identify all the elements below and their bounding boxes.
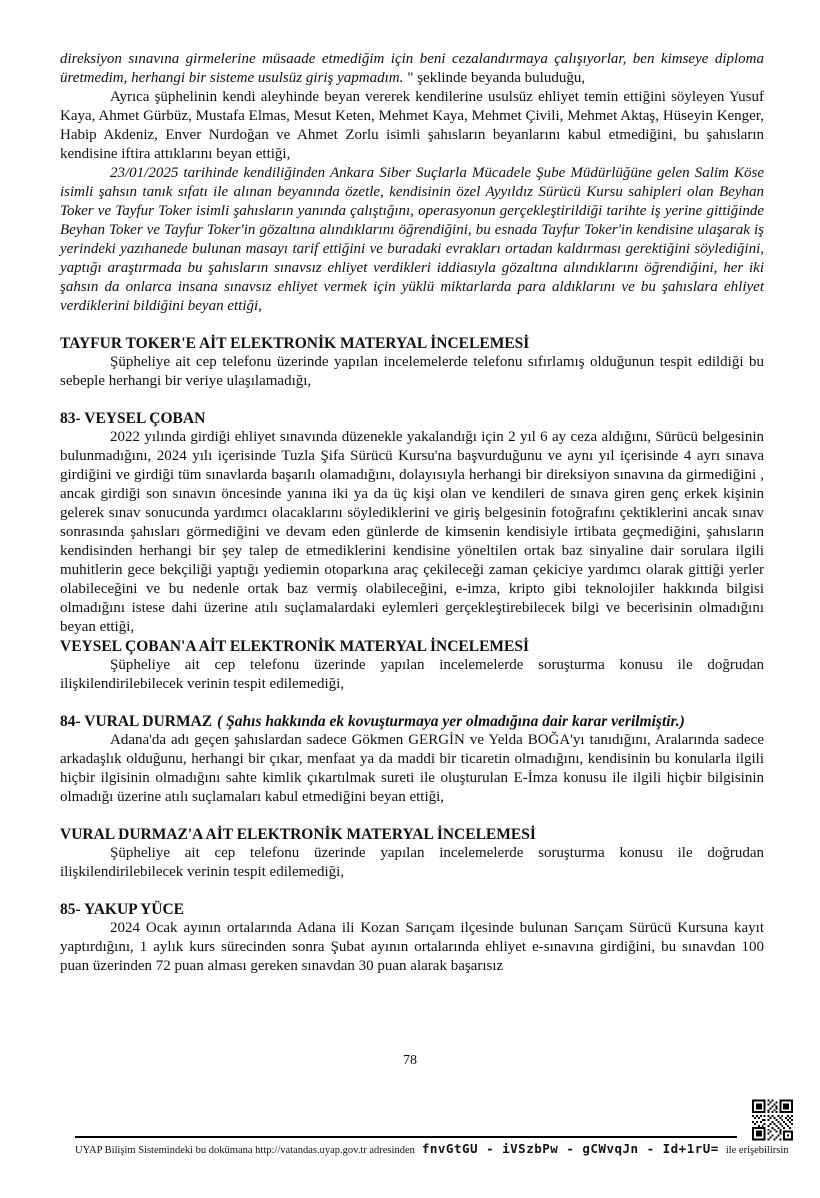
section-heading-tayfur-toker-exam: TAYFUR TOKER'E AİT ELEKTRONİK MATERYAL İNCELEMESİ xyxy=(60,335,530,352)
paragraph-83-veysel-coban: 2022 yılında girdiği ehliyet sınavında düzenekle yakalandığı için 2 yıl 6 ay ceza aldığını, Sürücü belgesinin bulunmadığını, 2024 yılı içerisinde Tuzla Şifa Sürücü Kursu'na başvurduğunu ve aynı yıl içerisinde 4 ayrı sınava girdiğini ve girdiği tüm sınavlarda başarılı olamadığını, dolayısıyla herhangi bir direksiyon sınavına da girmediğini , ancak girdiği son sınavın öncesinde yanına iki ya da üç kişi olan ve kendileri de sınava giren genç erkek kişinin gelerek sınav sonucunda yardımcı olacaklarını söylediklerini ve giriş belgesinin fotoğrafını çektiklerini ancak sınav sonrasında şahısları görmediğini ve devam eden günlerde de kimsenin kendisiyle irtibata geçmediğini, şahısların kendisinden herhangi bir şey talep de etmediklerini kendisine yöneltilen ortak baz sinyaline dair sorulara ilgili muhitlerin gece bekçiliği yaptığı yediemin otoparkına araç çekileceği zaman çekiciye yardımcı olarak gittiği yerler olabileceğini ve bu nedenle ortak baz vermiş olabileceğini, e-imza, kripto gibi teknolojiler hakkında bilgisi olmadığını istese dahi üzerine atılı suçlamalardaki eylemleri gerçekleştirebilecek bilgi ve becerisinin olmadığını beyan ettiği, xyxy=(60,429,764,635)
qr-code-icon xyxy=(752,1098,793,1142)
footer-access-suffix: ile erişebilirsin xyxy=(725,1145,789,1156)
section-heading-85-yakup-yuce: 85- YAKUP YÜCE xyxy=(60,901,185,918)
section-heading-vural-durmaz-exam: VURAL DURMAZ'A AİT ELEKTRONİK MATERYAL İNCELEMESİ xyxy=(60,826,536,843)
paragraph-84-vural-durmaz: Adana'da adı geçen şahıslardan sadece Gökmen GERGİN ve Yelda BOĞA'yı tanıdığını, Aralarında sadece arkadaşlık olduğunu, herhangi bir çıkar, menfaat ya da maddi bir ticaretin olmadığını, kendisinin bu konularla ilgili hiçbir ilgisinin olmadığını sahte kimlik çıkartılmak sureti ile oluşturulan E-İmza konusu ile ilgili hiçbir bilgisinin olmadığı üzerine atılı suçlamaları kabul etmediğini beyan ettiği, xyxy=(60,732,764,805)
document-body xyxy=(60,50,764,976)
section-heading-84-vural-durmaz xyxy=(60,712,764,731)
prosecution-decision-note: ( Şahıs hakkında ek kovuşturmaya yer olmadığına dair karar verilmiştir.) xyxy=(217,713,685,730)
paragraph-denial-statement: Ayrıca şüphelinin kendi aleyhinde beyan vererek kendilerine usulsüz ehliyet temin ettiğini söyleyen Yusuf Kaya, Ahmet Gürbüz, Mustafa Elmas, Mesut Keten, Mehmet Kaya, Mehmet Çivili, Mehmet Aktaş, Hüseyin Kenger, Habip Akdeniz, Enver Nurdoğan ve Ahmet Zorlu isimli şahısların beyanlarını kabul etmediğini, bu şahısların kendisine iftira attıklarını beyan ettiği, xyxy=(60,89,764,162)
section-heading-83-veysel-coban: 83- VEYSEL ÇOBAN xyxy=(60,410,206,427)
uyap-access-code: fnvGtGU - iVSzbPw - gCWvqJn - Id+1rU= xyxy=(421,1141,719,1156)
paragraph-85-yakup-yuce: 2024 Ocak ayının ortalarında Adana ili Kozan Sarıçam ilçesinde bulunan Sarıçam Sürücü Kursuna kayıt yaptırdığını, 1 aylık kurs sürecinden sonra Şubat ayının ortalarında ehliyet e-sınavına girdiğini, bu sınavdan 100 puan üzerinden 72 puan alması gereken sınavdan 30 puan alarak başarısız xyxy=(60,920,764,974)
page-number: 78 xyxy=(403,1053,417,1068)
footer-access-prefix: UYAP Bilişim Sistemindeki bu dokümana http://vatandas.uyap.gov.tr adresinden xyxy=(75,1145,415,1156)
paragraph-tayfur-toker-exam: Şüpheliye ait cep telefonu üzerinde yapılan incelemelerde telefonu sıfırlamış olduğunun tespit edildiği bu sebeple herhangi bir veriye ulaşılamadığı, xyxy=(60,354,764,389)
paragraph-witness-statement: 23/01/2025 tarihinde kendiliğinden Ankara Siber Suçlarla Mücadele Şube Müdürlüğüne gelen Salim Köse isimli şahsın tanık sıfatı ile alınan beyanında özetle, kendisinin özel Ayyıldız Sürücü Kursu sahipleri olan Beyhan Toker ve Tayfur Toker isimli şahısların yanında çalıştığını, operasyonun gerçekleştirildiği tarihte iş yerine gittiğinde Beyhan Toker ve Tayfur Toker'in gözaltına alındıklarını öğrendiğini, bu esnada Tayfur Toker'in kendisine ulaşarak iş yerindeki yazıhanede bulunan masayı tarif ettiğini ve buradaki evrakları ortadan kaldırması gerektiğini söylediğini, yaptığı araştırmada bu şahısların sınavsız ehliyet verdikleri iddiasıyla gözaltına alındıklarını öğrendiğini, her iki şahsın da onlarca insana sınavsız ehliyet vermek için yüklü miktarlarda para aldıklarını ve bu şahıslara ehliyet verdiklerini bildiğini beyan ettiği, xyxy=(60,165,764,314)
section-heading-veysel-coban-exam: VEYSEL ÇOBAN'A AİT ELEKTRONİK MATERYAL İNCELEMESİ xyxy=(60,638,530,655)
paragraph-vural-durmaz-exam: Şüpheliye ait cep telefonu üzerinde yapılan incelemelerde soruşturma konusu ile doğrudan ilişkilendirilebilecek verinin tespit edilemediği, xyxy=(60,845,764,880)
suspect-name-text: 84- VURAL DURMAZ xyxy=(60,713,213,730)
footer-access-line xyxy=(75,1136,789,1156)
quote-attribution-text: " şeklinde beyanda buluduğu, xyxy=(407,70,586,86)
quoted-statement-text: direksiyon sınavına girmelerine müsaade etmediğim için beni cezalandırmaya çalışıyorlar, ben kimseye diploma üretmedim, herhangi bir sisteme usulsüz giriş yapmadım. xyxy=(60,51,764,86)
paragraph-quote-continuation xyxy=(60,50,764,88)
paragraph-veysel-coban-exam: Şüpheliye ait cep telefonu üzerinde yapılan incelemelerde soruşturma konusu ile doğrudan ilişkilendirilebilecek verinin tespit edilemediği, xyxy=(60,657,764,692)
